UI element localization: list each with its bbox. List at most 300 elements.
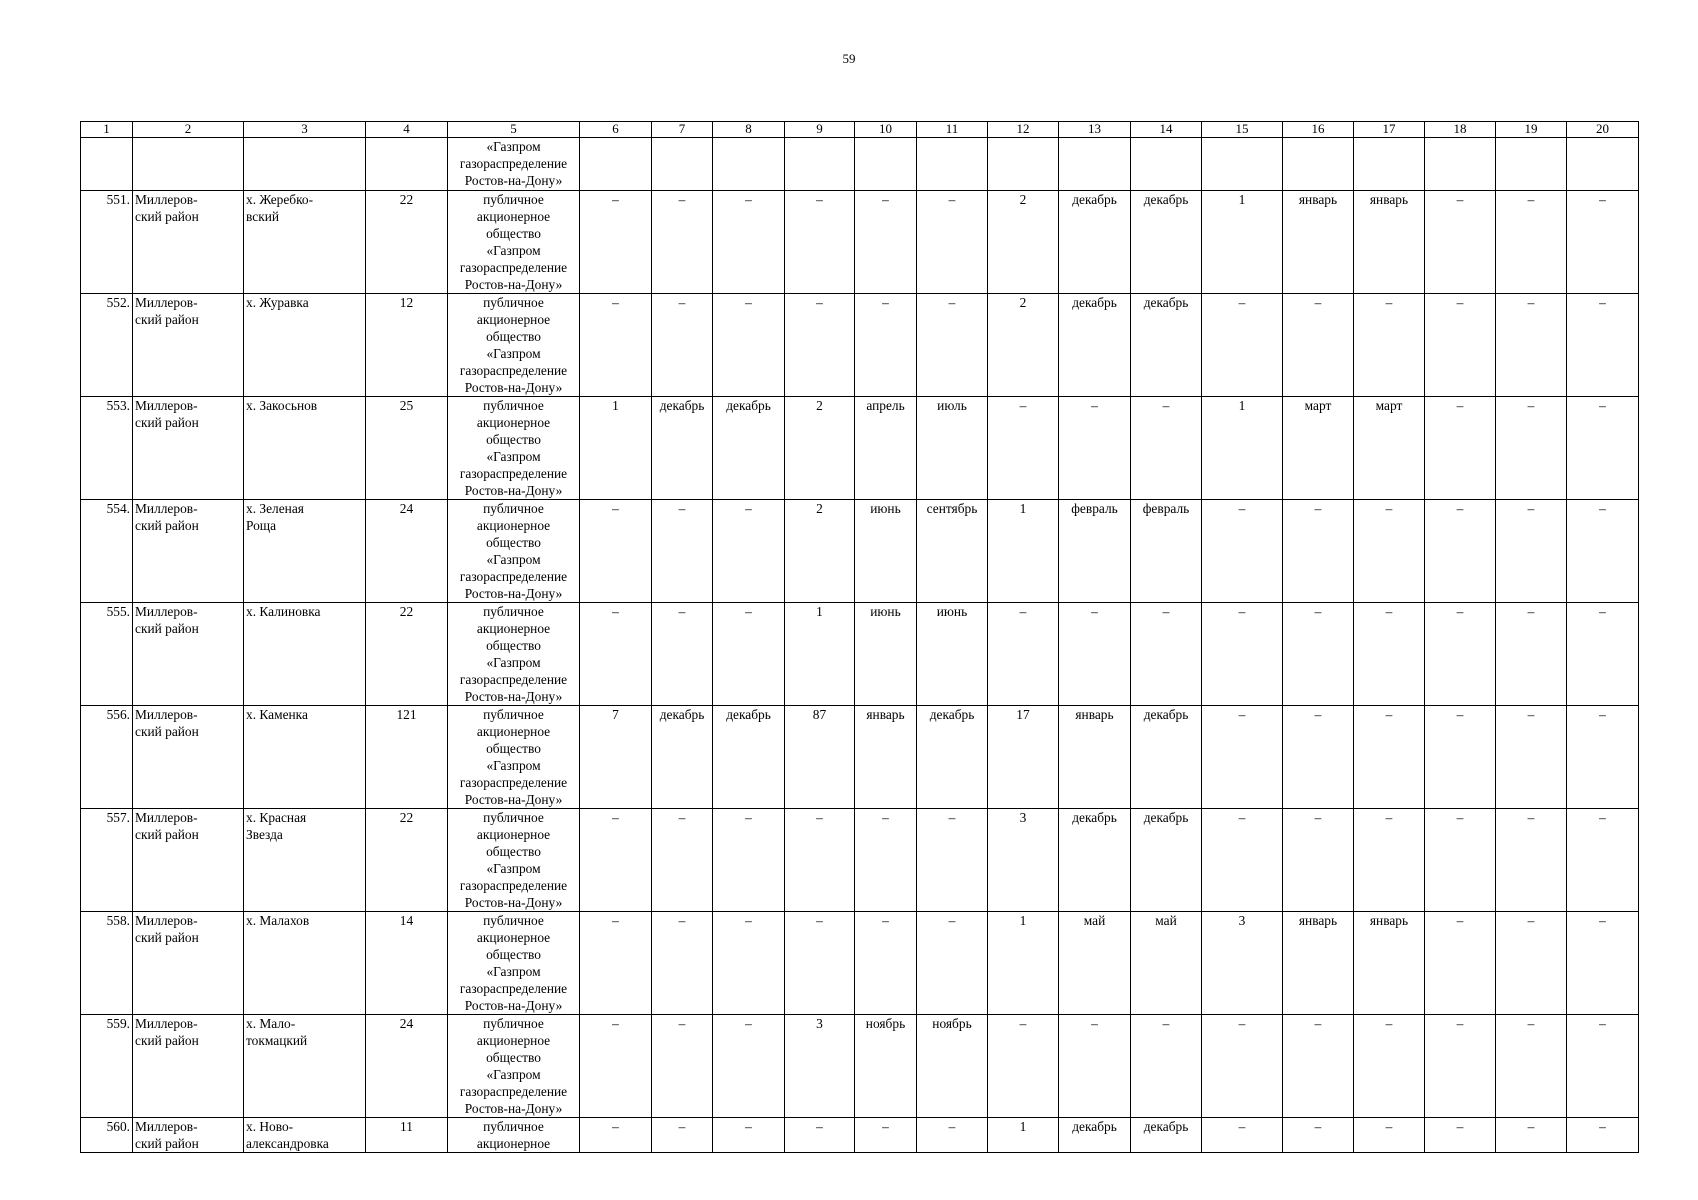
table-cell	[713, 138, 785, 191]
district-cell	[133, 1015, 244, 1118]
schedule-cell: –	[1567, 191, 1639, 294]
schedule-cell: –	[1354, 706, 1425, 809]
schedule-cell: –	[652, 1118, 713, 1153]
schedule-cell: ноябрь	[855, 1015, 917, 1118]
district-cell	[133, 706, 244, 809]
settlement-cell	[244, 294, 366, 397]
cell-line: публичное	[483, 810, 544, 825]
schedule-cell: –	[1496, 397, 1567, 500]
schedule-cell: –	[580, 191, 652, 294]
schedule-cell: –	[1425, 1015, 1496, 1118]
schedule-cell: 3	[785, 1015, 855, 1118]
cell-line: публичное	[483, 295, 544, 310]
schedule-cell: –	[1496, 191, 1567, 294]
schedule-cell: –	[713, 500, 785, 603]
schedule-cell: –	[1283, 603, 1354, 706]
schedule-cell: декабрь	[1059, 294, 1131, 397]
settlement-cell	[244, 1015, 366, 1118]
column-header-14: 14	[1131, 122, 1202, 138]
cell-line: ский район	[135, 312, 199, 327]
column-header-8: 8	[713, 122, 785, 138]
table-row	[81, 603, 1639, 706]
cell-line: х. Красная	[246, 810, 307, 825]
schedule-cell: 1	[988, 912, 1059, 1015]
settlement-cell	[244, 603, 366, 706]
cell-line: Ростов-на-Дону»	[464, 586, 563, 601]
settlement-cell	[244, 706, 366, 809]
cell-line: акционерное	[476, 312, 551, 327]
cell-line: х. Ново-	[246, 1119, 294, 1134]
schedule-cell: –	[652, 809, 713, 912]
schedule-cell: –	[1354, 1015, 1425, 1118]
table-cell	[917, 138, 988, 191]
cell-line: публичное	[483, 1119, 544, 1134]
cell-line: «Газпром	[486, 139, 541, 154]
schedule-cell: –	[785, 1118, 855, 1153]
schedule-cell: декабрь	[652, 706, 713, 809]
cell-line: «Газпром	[486, 243, 541, 258]
schedule-cell: –	[652, 500, 713, 603]
cell-line: акционерное	[476, 1033, 551, 1048]
schedule-cell: –	[1283, 809, 1354, 912]
schedule-cell: 1	[988, 500, 1059, 603]
district-cell	[133, 500, 244, 603]
cell-line: ский район	[135, 930, 199, 945]
cell-line: публичное	[483, 398, 544, 413]
schedule-cell: –	[1283, 1015, 1354, 1118]
cell-line: Звезда	[246, 827, 283, 842]
schedule-cell: –	[1283, 294, 1354, 397]
cell-line: «Газпром	[486, 861, 541, 876]
cell-line: публичное	[483, 604, 544, 619]
settlement-cell	[244, 912, 366, 1015]
cell-line: акционерное	[476, 209, 551, 224]
schedule-cell: –	[1354, 294, 1425, 397]
schedule-cell: –	[1283, 706, 1354, 809]
cell-line: Ростов-на-Дону»	[464, 483, 563, 498]
cell-line: «Газпром	[486, 346, 541, 361]
schedule-cell: –	[1202, 1015, 1283, 1118]
schedule-cell: июнь	[917, 603, 988, 706]
schedule-cell: –	[1131, 603, 1202, 706]
cell-line: общество	[486, 947, 541, 962]
schedule-cell: 87	[785, 706, 855, 809]
cell-line: токмацкий	[246, 1033, 308, 1048]
cell-line: газораспределение	[459, 260, 568, 275]
cell-line: публичное	[483, 707, 544, 722]
column-header-2: 2	[133, 122, 244, 138]
schedule-cell: –	[713, 809, 785, 912]
schedule-cell: декабрь	[1131, 1118, 1202, 1153]
continuation-row	[81, 138, 1639, 191]
schedule-cell: –	[1425, 912, 1496, 1015]
schedule-cell: декабрь	[1131, 809, 1202, 912]
cell-line: Миллеров-	[135, 295, 198, 310]
cell-line: х. Журавка	[246, 295, 309, 310]
schedule-cell: 2	[785, 397, 855, 500]
cell-line: газораспределение	[459, 569, 568, 584]
schedule-cell: –	[1567, 397, 1639, 500]
schedule-cell: –	[1425, 397, 1496, 500]
schedule-cell: –	[1567, 912, 1639, 1015]
row-number: 559.	[81, 1015, 133, 1118]
cell-line: газораспределение	[459, 672, 568, 687]
schedule-cell: –	[785, 912, 855, 1015]
table-cell	[855, 138, 917, 191]
schedule-cell: 2	[988, 294, 1059, 397]
table-row	[81, 912, 1639, 1015]
count-cell: 121	[366, 706, 448, 809]
district-cell	[133, 603, 244, 706]
table-cell	[652, 138, 713, 191]
cell-line: х. Каменка	[246, 707, 308, 722]
schedule-cell: –	[917, 294, 988, 397]
row-number: 551.	[81, 191, 133, 294]
schedule-cell: –	[1425, 500, 1496, 603]
schedule-cell: –	[652, 912, 713, 1015]
schedule-cell: –	[713, 1118, 785, 1153]
schedule-cell: декабрь	[713, 706, 785, 809]
cell-line: Ростов-на-Дону»	[464, 173, 563, 188]
table-cell	[1425, 138, 1496, 191]
schedule-cell: –	[1496, 912, 1567, 1015]
table-body	[81, 138, 1639, 1153]
column-header-18: 18	[1425, 122, 1496, 138]
schedule-cell: 1	[1202, 397, 1283, 500]
schedule-cell: декабрь	[1131, 294, 1202, 397]
table-cell	[1496, 138, 1567, 191]
schedule-cell: 3	[1202, 912, 1283, 1015]
cell-line: Миллеров-	[135, 707, 198, 722]
cell-line: Ростов-на-Дону»	[464, 792, 563, 807]
cell-line: акционерное	[476, 1136, 551, 1151]
cell-line: Миллеров-	[135, 501, 198, 516]
count-cell: 11	[366, 1118, 448, 1153]
schedule-cell: –	[652, 1015, 713, 1118]
district-cell	[133, 912, 244, 1015]
schedule-cell: май	[1059, 912, 1131, 1015]
schedule-cell: –	[1425, 1118, 1496, 1153]
schedule-cell: –	[1202, 294, 1283, 397]
schedule-cell: –	[713, 191, 785, 294]
schedule-cell: март	[1354, 397, 1425, 500]
cell-line: общество	[486, 329, 541, 344]
schedule-cell: –	[785, 294, 855, 397]
row-number: 555.	[81, 603, 133, 706]
cell-line: общество	[486, 844, 541, 859]
column-header-13: 13	[1059, 122, 1131, 138]
cell-line: ский район	[135, 415, 199, 430]
schedule-cell: –	[713, 912, 785, 1015]
table-row	[81, 1015, 1639, 1118]
schedule-cell: –	[855, 1118, 917, 1153]
organization-cell	[448, 500, 580, 603]
cell-line: ский район	[135, 518, 199, 533]
schedule-cell: –	[1425, 603, 1496, 706]
cell-line: общество	[486, 226, 541, 241]
schedule-cell: 3	[988, 809, 1059, 912]
cell-line: александровка	[246, 1136, 329, 1151]
schedule-cell: 1	[988, 1118, 1059, 1153]
schedule-cell: –	[1425, 191, 1496, 294]
page-number: 59	[842, 51, 856, 66]
cell-line: акционерное	[476, 621, 551, 636]
cell-line: общество	[486, 432, 541, 447]
cell-line: общество	[486, 638, 541, 653]
schedule-cell: –	[1131, 1015, 1202, 1118]
row-number: 557.	[81, 809, 133, 912]
organization-cell	[448, 706, 580, 809]
schedule-cell: февраль	[1059, 500, 1131, 603]
settlement-cell	[244, 500, 366, 603]
schedule-cell: –	[855, 912, 917, 1015]
schedule-cell: апрель	[855, 397, 917, 500]
schedule-cell: –	[1567, 1015, 1639, 1118]
schedule-cell: 17	[988, 706, 1059, 809]
schedule-cell: –	[1496, 1015, 1567, 1118]
cell-line: акционерное	[476, 930, 551, 945]
cell-line: «Газпром	[486, 655, 541, 670]
count-cell: 25	[366, 397, 448, 500]
table-row	[81, 706, 1639, 809]
schedule-cell: –	[1131, 397, 1202, 500]
schedule-cell: –	[988, 397, 1059, 500]
column-header-20: 20	[1567, 122, 1639, 138]
schedule-cell: –	[855, 191, 917, 294]
cell-line: Ростов-на-Дону»	[464, 380, 563, 395]
organization-cell	[448, 1118, 580, 1153]
schedule-cell: январь	[1283, 912, 1354, 1015]
schedule-cell: –	[580, 294, 652, 397]
settlement-cell	[244, 397, 366, 500]
row-number: 558.	[81, 912, 133, 1015]
cell-line: газораспределение	[459, 878, 568, 893]
schedule-cell: 7	[580, 706, 652, 809]
column-header-7: 7	[652, 122, 713, 138]
schedule-cell: –	[1567, 1118, 1639, 1153]
schedule-cell: 1	[1202, 191, 1283, 294]
schedule-cell: –	[1202, 706, 1283, 809]
column-header-19: 19	[1496, 122, 1567, 138]
schedule-cell: –	[1202, 1118, 1283, 1153]
table-row	[81, 397, 1639, 500]
schedule-cell: январь	[1059, 706, 1131, 809]
organization-cell	[448, 294, 580, 397]
cell-line: Миллеров-	[135, 913, 198, 928]
cell-line: газораспределение	[459, 775, 568, 790]
schedule-cell: декабрь	[713, 397, 785, 500]
cell-line: газораспределение	[459, 156, 568, 171]
cell-line: вский	[246, 209, 280, 224]
cell-line: Роща	[246, 518, 277, 533]
column-header-10: 10	[855, 122, 917, 138]
schedule-cell: –	[1567, 500, 1639, 603]
schedule-cell: январь	[855, 706, 917, 809]
schedule-cell: январь	[1283, 191, 1354, 294]
cell-line: акционерное	[476, 415, 551, 430]
schedule-cell: 2	[785, 500, 855, 603]
organization-cell	[448, 603, 580, 706]
schedule-cell: –	[1496, 500, 1567, 603]
table-cell	[1567, 138, 1639, 191]
schedule-cell: –	[580, 500, 652, 603]
schedule-cell: –	[785, 191, 855, 294]
organization-cell	[448, 1015, 580, 1118]
schedule-cell: –	[652, 294, 713, 397]
count-cell: 24	[366, 500, 448, 603]
column-header-9: 9	[785, 122, 855, 138]
schedule-cell: –	[713, 294, 785, 397]
schedule-cell: –	[1059, 397, 1131, 500]
column-header-12: 12	[988, 122, 1059, 138]
schedule-cell: май	[1131, 912, 1202, 1015]
column-header-15: 15	[1202, 122, 1283, 138]
schedule-cell: –	[580, 809, 652, 912]
cell-line: Миллеров-	[135, 810, 198, 825]
table-cell	[366, 138, 448, 191]
schedule-cell: март	[1283, 397, 1354, 500]
column-header-17: 17	[1354, 122, 1425, 138]
cell-line: «Газпром	[486, 552, 541, 567]
schedule-cell: сентябрь	[917, 500, 988, 603]
cell-line: х. Мало-	[246, 1016, 296, 1031]
count-cell: 12	[366, 294, 448, 397]
schedule-cell: 1	[580, 397, 652, 500]
row-number: 552.	[81, 294, 133, 397]
row-number: 560.	[81, 1118, 133, 1153]
schedule-cell: 2	[988, 191, 1059, 294]
schedule-cell: –	[1059, 603, 1131, 706]
schedule-cell: –	[1202, 603, 1283, 706]
cell-line: Миллеров-	[135, 604, 198, 619]
header-row	[81, 122, 1639, 138]
schedule-cell: –	[917, 1118, 988, 1153]
cell-line: ский район	[135, 621, 199, 636]
table-cell	[1354, 138, 1425, 191]
cell-line: акционерное	[476, 518, 551, 533]
schedule-cell: декабрь	[652, 397, 713, 500]
schedule-cell: –	[580, 912, 652, 1015]
column-header-3: 3	[244, 122, 366, 138]
district-cell	[133, 191, 244, 294]
table-cell	[244, 138, 366, 191]
organization-cell	[448, 191, 580, 294]
schedule-cell: –	[580, 603, 652, 706]
organization-cell	[448, 138, 580, 191]
column-header-6: 6	[580, 122, 652, 138]
schedule-cell: июль	[917, 397, 988, 500]
cell-line: Ростов-на-Дону»	[464, 277, 563, 292]
cell-line: Миллеров-	[135, 192, 198, 207]
schedule-cell: декабрь	[1131, 191, 1202, 294]
table-header	[81, 122, 1639, 138]
cell-line: х. Зеленая	[246, 501, 304, 516]
schedule-cell: июнь	[855, 500, 917, 603]
cell-line: «Газпром	[486, 964, 541, 979]
schedule-cell: –	[580, 1118, 652, 1153]
cell-line: Миллеров-	[135, 398, 198, 413]
schedule-cell: –	[785, 809, 855, 912]
cell-line: публичное	[483, 1016, 544, 1031]
schedule-cell: декабрь	[917, 706, 988, 809]
schedule-cell: декабрь	[1059, 809, 1131, 912]
schedule-cell: –	[1425, 809, 1496, 912]
cell-line: ский район	[135, 827, 199, 842]
schedule-cell: –	[1567, 706, 1639, 809]
schedule-cell: 1	[785, 603, 855, 706]
column-header-16: 16	[1283, 122, 1354, 138]
schedule-cell: –	[652, 191, 713, 294]
schedule-cell: декабрь	[1059, 191, 1131, 294]
cell-line: ский район	[135, 1033, 199, 1048]
cell-line: Ростов-на-Дону»	[464, 689, 563, 704]
schedule-cell: –	[1283, 1118, 1354, 1153]
row-number: 554.	[81, 500, 133, 603]
cell-line: публичное	[483, 501, 544, 516]
table-row	[81, 191, 1639, 294]
schedule-cell: –	[1425, 294, 1496, 397]
table-cell	[1131, 138, 1202, 191]
schedule-cell: июнь	[855, 603, 917, 706]
settlement-cell	[244, 1118, 366, 1153]
schedule-cell: ноябрь	[917, 1015, 988, 1118]
table-cell	[785, 138, 855, 191]
table-cell	[580, 138, 652, 191]
cell-line: «Газпром	[486, 449, 541, 464]
table-row	[81, 1118, 1639, 1153]
schedule-cell: –	[1567, 603, 1639, 706]
table-cell	[133, 138, 244, 191]
cell-line: «Газпром	[486, 1067, 541, 1082]
cell-line: газораспределение	[459, 1084, 568, 1099]
schedule-cell: –	[580, 1015, 652, 1118]
column-header-4: 4	[366, 122, 448, 138]
column-header-11: 11	[917, 122, 988, 138]
column-header-5: 5	[448, 122, 580, 138]
table-row	[81, 809, 1639, 912]
row-number: 556.	[81, 706, 133, 809]
schedule-cell: –	[1283, 500, 1354, 603]
schedule-cell: –	[917, 912, 988, 1015]
schedule-cell: декабрь	[1059, 1118, 1131, 1153]
schedule-cell: –	[1425, 706, 1496, 809]
schedule-cell: –	[1354, 809, 1425, 912]
column-header-1: 1	[81, 122, 133, 138]
schedule-cell: –	[1496, 1118, 1567, 1153]
settlement-cell	[244, 809, 366, 912]
cell-line: газораспределение	[459, 363, 568, 378]
cell-line: х. Жеребко-	[246, 192, 314, 207]
cell-line: Миллеров-	[135, 1016, 198, 1031]
cell-line: Миллеров-	[135, 1119, 198, 1134]
cell-line: «Газпром	[486, 758, 541, 773]
schedule-cell: февраль	[1131, 500, 1202, 603]
schedule-cell: –	[1567, 809, 1639, 912]
cell-line: общество	[486, 1050, 541, 1065]
schedule-cell: –	[988, 1015, 1059, 1118]
schedule-cell: –	[1059, 1015, 1131, 1118]
schedule-cell: –	[855, 294, 917, 397]
table-row	[81, 294, 1639, 397]
schedule-cell: –	[1496, 706, 1567, 809]
schedule-cell: –	[1496, 809, 1567, 912]
cell-line: ский район	[135, 209, 199, 224]
cell-line: Ростов-на-Дону»	[464, 1101, 563, 1116]
schedule-cell: –	[1354, 1118, 1425, 1153]
table-cell	[988, 138, 1059, 191]
cell-line: публичное	[483, 192, 544, 207]
cell-line: ский район	[135, 724, 199, 739]
